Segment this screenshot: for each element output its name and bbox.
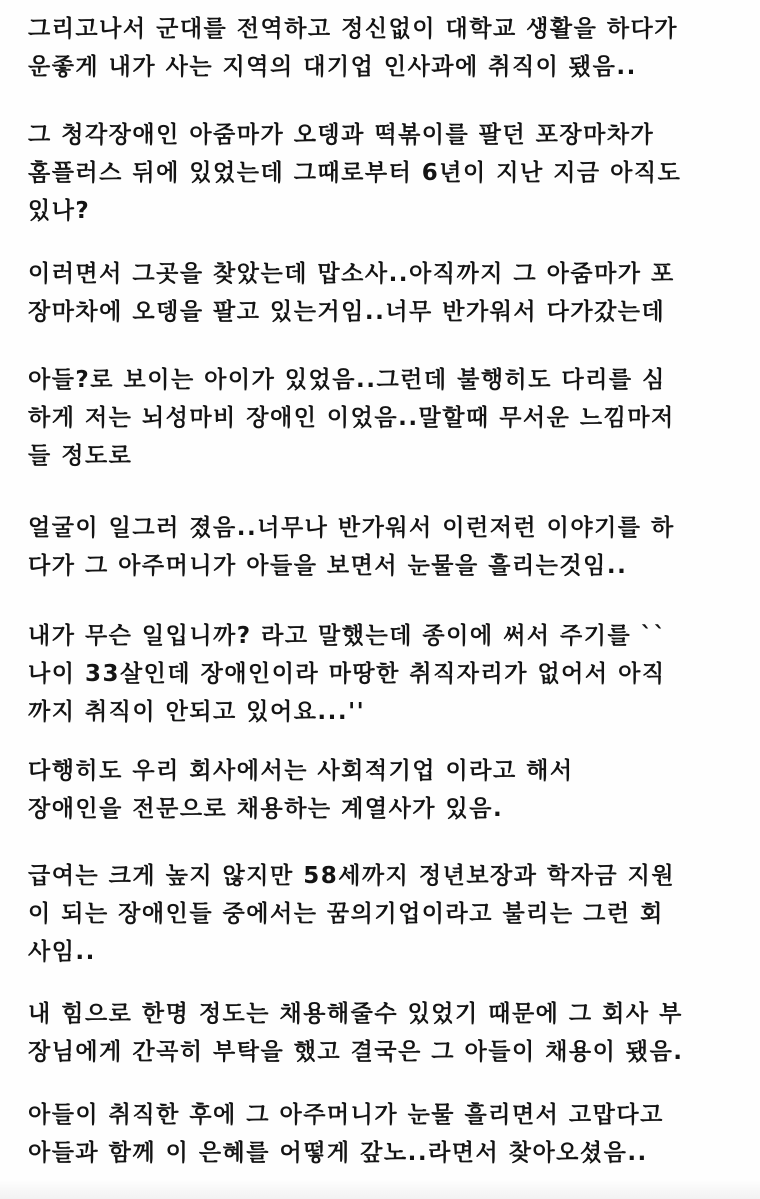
text-line: 운좋게 내가 사는 지역의 대기업 인사과에 취직이 됐음.. <box>28 54 637 80</box>
text-line: 이 되는 장애인들 중에서는 꿈의기업이라고 불리는 그런 회 <box>28 901 664 927</box>
paragraph-7 <box>28 752 744 828</box>
text-line: 장님에게 간곡히 부탁을 했고 결국은 그 아들이 채용이 됐음. <box>28 1039 684 1065</box>
text-line: 장마차에 오뎅을 팔고 있는거임..너무 반가워서 다가갔는데 <box>28 299 666 325</box>
text-line: 아들이 취직한 후에 그 아주머니가 눈물 흘리면서 고맙다고 <box>28 1102 664 1128</box>
text-line: 그리고나서 군대를 전역하고 정신없이 대학교 생활을 하다가 <box>28 16 678 42</box>
text-line: 하게 저는 뇌성마비 장애인 이었음..말할때 무서운 느낌마저 <box>28 405 675 431</box>
text-line: 다가 그 아주머니가 아들을 보면서 눈물을 흘리는것임.. <box>28 553 628 579</box>
paragraph-3 <box>28 255 744 331</box>
text-line: 다행히도 우리 회사에서는 사회적기업 이라고 해서 <box>28 758 574 784</box>
paragraph-6 <box>28 617 744 731</box>
text-line: 급여는 크게 높지 않지만 58세까지 정년보장과 학자금 지원 <box>28 863 676 889</box>
paragraph-2 <box>28 116 744 230</box>
paragraph-8 <box>28 857 744 971</box>
paragraph-1 <box>28 10 744 86</box>
text-line: 내가 무슨 일입니까? 라고 말했는데 종이에 써서 주기를 `` <box>28 623 667 649</box>
paragraph-5 <box>28 509 744 585</box>
text-line: 그 청각장애인 아줌마가 오뎅과 떡볶이를 팔던 포장마차가 <box>28 122 655 148</box>
text-line: 있나? <box>28 198 91 224</box>
text-line: 이러면서 그곳을 찾았는데 맙소사..아직까지 그 아줌마가 포 <box>28 261 675 287</box>
text-line: 아들?로 보이는 아이가 있었음..그런데 불행히도 다리를 심 <box>28 367 666 393</box>
paragraph-9 <box>28 995 744 1071</box>
text-line: 홈플러스 뒤에 있었는데 그때로부터 6년이 지난 지금 아직도 <box>28 160 682 186</box>
bottom-edge <box>0 1180 760 1199</box>
paragraph-10 <box>28 1096 744 1172</box>
text-line: 얼굴이 일그러 졌음..너무나 반가워서 이런저런 이야기를 하 <box>28 515 675 541</box>
text-line: 사임.. <box>28 939 96 965</box>
text-line: 까지 취직이 안되고 있어요...'' <box>28 699 366 725</box>
text-line: 장애인을 전문으로 채용하는 계열사가 있음. <box>28 796 504 822</box>
text-line: 아들과 함께 이 은혜를 어떻게 갚노..라면서 찾아오셨음.. <box>28 1140 648 1166</box>
text-line: 나이 33살인데 장애인이라 마땅한 취직자리가 없어서 아직 <box>28 661 666 687</box>
text-line: 들 정도로 <box>28 443 133 469</box>
paragraph-4 <box>28 361 744 475</box>
text-line: 내 힘으로 한명 정도는 채용해줄수 있었기 때문에 그 회사 부 <box>28 1001 683 1027</box>
